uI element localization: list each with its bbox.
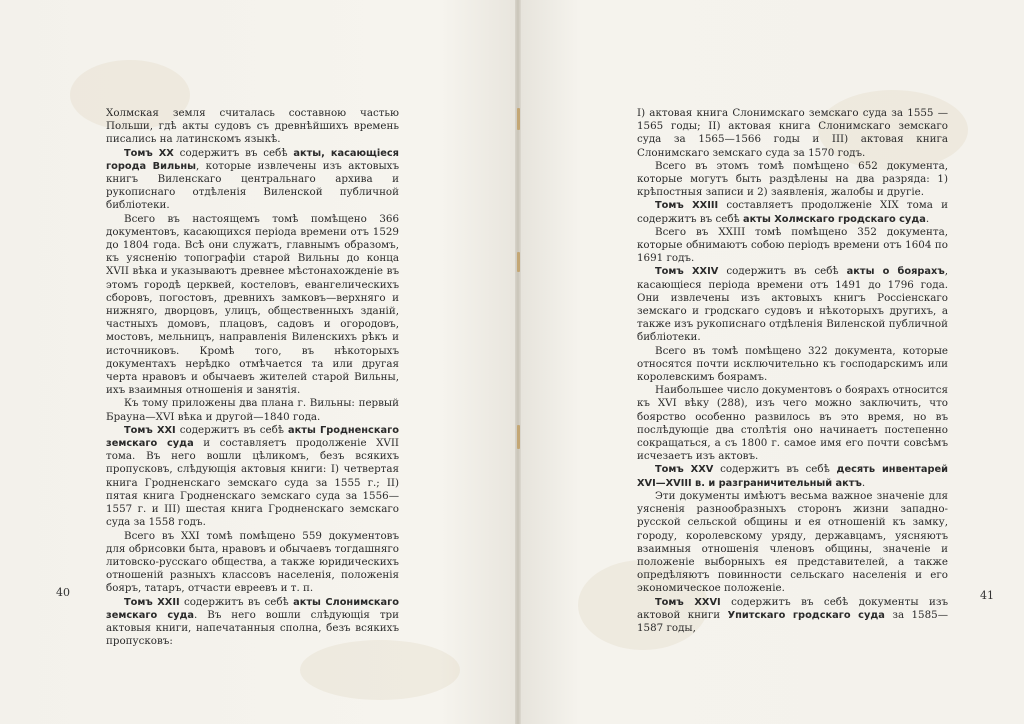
- text-run: , касающіеся періода времени отъ 1491 до 1796 года. Они извлечены изъ актовыхъ книгъ Россіенскаго земскаго и гродскаго судовъ и нѣкоторыхъ другихъ, а также изъ рукописнаго отдѣленія Виленской публичной библіотеки.: [637, 265, 948, 344]
- text-run: за 1585—1587 годы,: [637, 608, 949, 634]
- bold-title: акты о бояpахъ: [846, 266, 945, 278]
- bold-title: акты Холмскаго гродскаго суда: [743, 213, 926, 225]
- paragraph: Всего въ XXI томѣ помѣщено 559 документовъ для обрисовки быта, нравовъ и обычаевъ тогдашняго литовско-русскаго общества, а также юридическихъ отношеній разныхъ классовъ населенія, положенія бояръ, татаръ, отчасти евреевъ и т. п.: [106, 529, 399, 595]
- paragraph: [637, 596, 948, 636]
- text-run: . Въ него вошли слѣдующія три актовыя книги, напечатанныя сполна, безъ всякихъ пропусковъ:: [106, 608, 399, 648]
- bold-title: акты Гродненскаго земскаго суда: [106, 424, 399, 450]
- text-run: .: [861, 476, 866, 489]
- paragraph: Всего въ этомъ томѣ помѣщено 652 документа, которые могутъ быть раздѣлены на два разряда: 1) крѣпостныя записи и 2) заявленія, жалобы и другіе.: [637, 159, 948, 199]
- volume-label: Томъ XX: [124, 147, 174, 159]
- volume-label: Томъ XXIII: [655, 200, 719, 212]
- paragraph: Наибольшее число документовъ о бояpахъ относится къ XVI вѣку (288), изъ чего можно заключить, что боярство особенно развилось въ это время, но въ послѣдующіе два столѣтія оно начинаетъ постепенно сокращаться, а съ 1800 г. самое имя его почти совсѣмъ исчезаетъ изъ актовъ.: [637, 384, 948, 463]
- binding-stitch: [517, 108, 520, 130]
- volume-label: Томъ XXII: [124, 596, 180, 608]
- paragraph: [106, 596, 399, 649]
- page-number: 40: [56, 586, 70, 599]
- volume-label: Томъ XXI: [124, 424, 176, 436]
- paper-stain: [300, 640, 460, 700]
- text-run: содержитъ въ себѣ: [175, 423, 289, 436]
- text-run: содержитъ въ себѣ: [713, 463, 837, 476]
- text-run: составляетъ продолженіе XIX тома и содержитъ въ себѣ: [637, 199, 948, 225]
- page-number: 41: [980, 589, 994, 602]
- volume-label: Томъ XXIV: [655, 266, 719, 278]
- paragraph: Всего въ томѣ помѣщено 322 документа, которые относятся почти исключительно къ господарскимъ или королевскимъ боярамъ.: [637, 344, 948, 384]
- text-run: содержитъ въ себѣ: [173, 146, 294, 159]
- paragraph: Эти документы имѣютъ весьма важное значеніе для уясненія разнообразныхъ сторонъ жизни западно-русской сельской общины и ея отношеній къ замку, городу, королевскому уряду, державцамъ, уясняютъ взаимныя отношенія членовъ общины, значеніе и положеніе выборныхъ ея представителей, а также опредѣляютъ повинности сельскаго населенія и его экономическое положеніе.: [637, 489, 948, 595]
- paragraph: [106, 147, 399, 213]
- paragraph: Всего въ настоящемъ томѣ помѣщено 366 документовъ, касающихся періода времени отъ 1529 до 1804 года. Всѣ они служатъ, главнымъ образомъ, къ уясненію топографіи старой Вильны до конца XVII вѣка и указываютъ древнее мѣстонахожденіе въ этомъ городѣ церквей, костеловъ, евангелическихъ сборовъ, погостовъ, древнихъ замковъ—верхняго и нижняго, дворцовъ, улицъ, общественныхъ зданій, частныхъ домовъ, плацовъ, садовъ и огородовъ, мостовъ, мельницъ, направленія Виленскихъ рѣкъ и источниковъ. Кромѣ того, въ нѣкоторыхъ документахъ нерѣдко отмѣчается та или другая черта нравовъ и обычаевъ жителей старой Вильны, ихъ взаимныя отношенія и занятія.: [106, 212, 399, 397]
- text-run: .: [925, 212, 930, 225]
- binding-stitch: [517, 425, 520, 449]
- left-text-column: [106, 107, 399, 648]
- volume-label: Томъ XXV: [655, 464, 714, 476]
- paragraph: Всего въ XXIII томѣ помѣщено 352 документа, которые обнимаютъ собою періодъ времени отъ 1604 по 1691 годъ.: [637, 225, 948, 265]
- bold-title: Упитскаго гродскаго суда: [727, 609, 885, 621]
- text-run: содержитъ въ себѣ документы изъ актовой книги: [637, 595, 949, 621]
- bold-title: десять инвентарей XVI—XVIII в. и разграничительный актъ: [637, 464, 948, 489]
- paragraph: [637, 265, 948, 344]
- bold-title: акты Слонимскаго земскаго суда: [106, 596, 399, 621]
- bold-title: акты, касающіеся города Вильны: [106, 147, 399, 172]
- paragraph: [637, 199, 948, 225]
- text-run: содержитъ въ себѣ: [718, 265, 847, 278]
- binding-stitch: [517, 252, 520, 272]
- text-run: и составляетъ продолженіе XVII тома. Въ него вошли цѣликомъ, безъ всякихъ пропусковъ, слѣдующія актовыя книги: I) четвертая книга Гродненскаго земскаго суда за 1555 г.; II) пятая книга Гродненскаго земскаго суда за 1556—1557 г. и III) шестая книга Гродненскаго земскаго суда за 1558 годъ.: [106, 437, 400, 529]
- paragraph: Холмская земля считалась составною частью Польши, гдѣ акты судовъ съ древнѣйшихъ времень писались на латинскомъ языкѣ.: [106, 107, 399, 146]
- paragraph: Къ тому приложены два плана г. Вильны: первый Брауна—XVI вѣка и другой—1840 года.: [106, 397, 399, 423]
- right-text-column: [637, 107, 948, 635]
- text-run: , которые извлечены изъ актовыхъ книгъ Виленскаго центральнаго архива и рукописнаго отдѣленія Виленской публичной библіотеки.: [106, 159, 400, 212]
- text-run: содержитъ въ себѣ: [179, 595, 294, 608]
- paragraph: I) актовая книга Слонимскаго земскаго суда за 1555 — 1565 годы; II) актовая книга Слонимскаго земскаго суда за 1565—1566 годы и III) актовая книга Слонимскаго земскаго суда за 1570 годъ.: [637, 107, 948, 159]
- volume-label: Томъ XXVI: [655, 596, 721, 608]
- paragraph: [637, 463, 948, 489]
- paragraph: [106, 424, 399, 530]
